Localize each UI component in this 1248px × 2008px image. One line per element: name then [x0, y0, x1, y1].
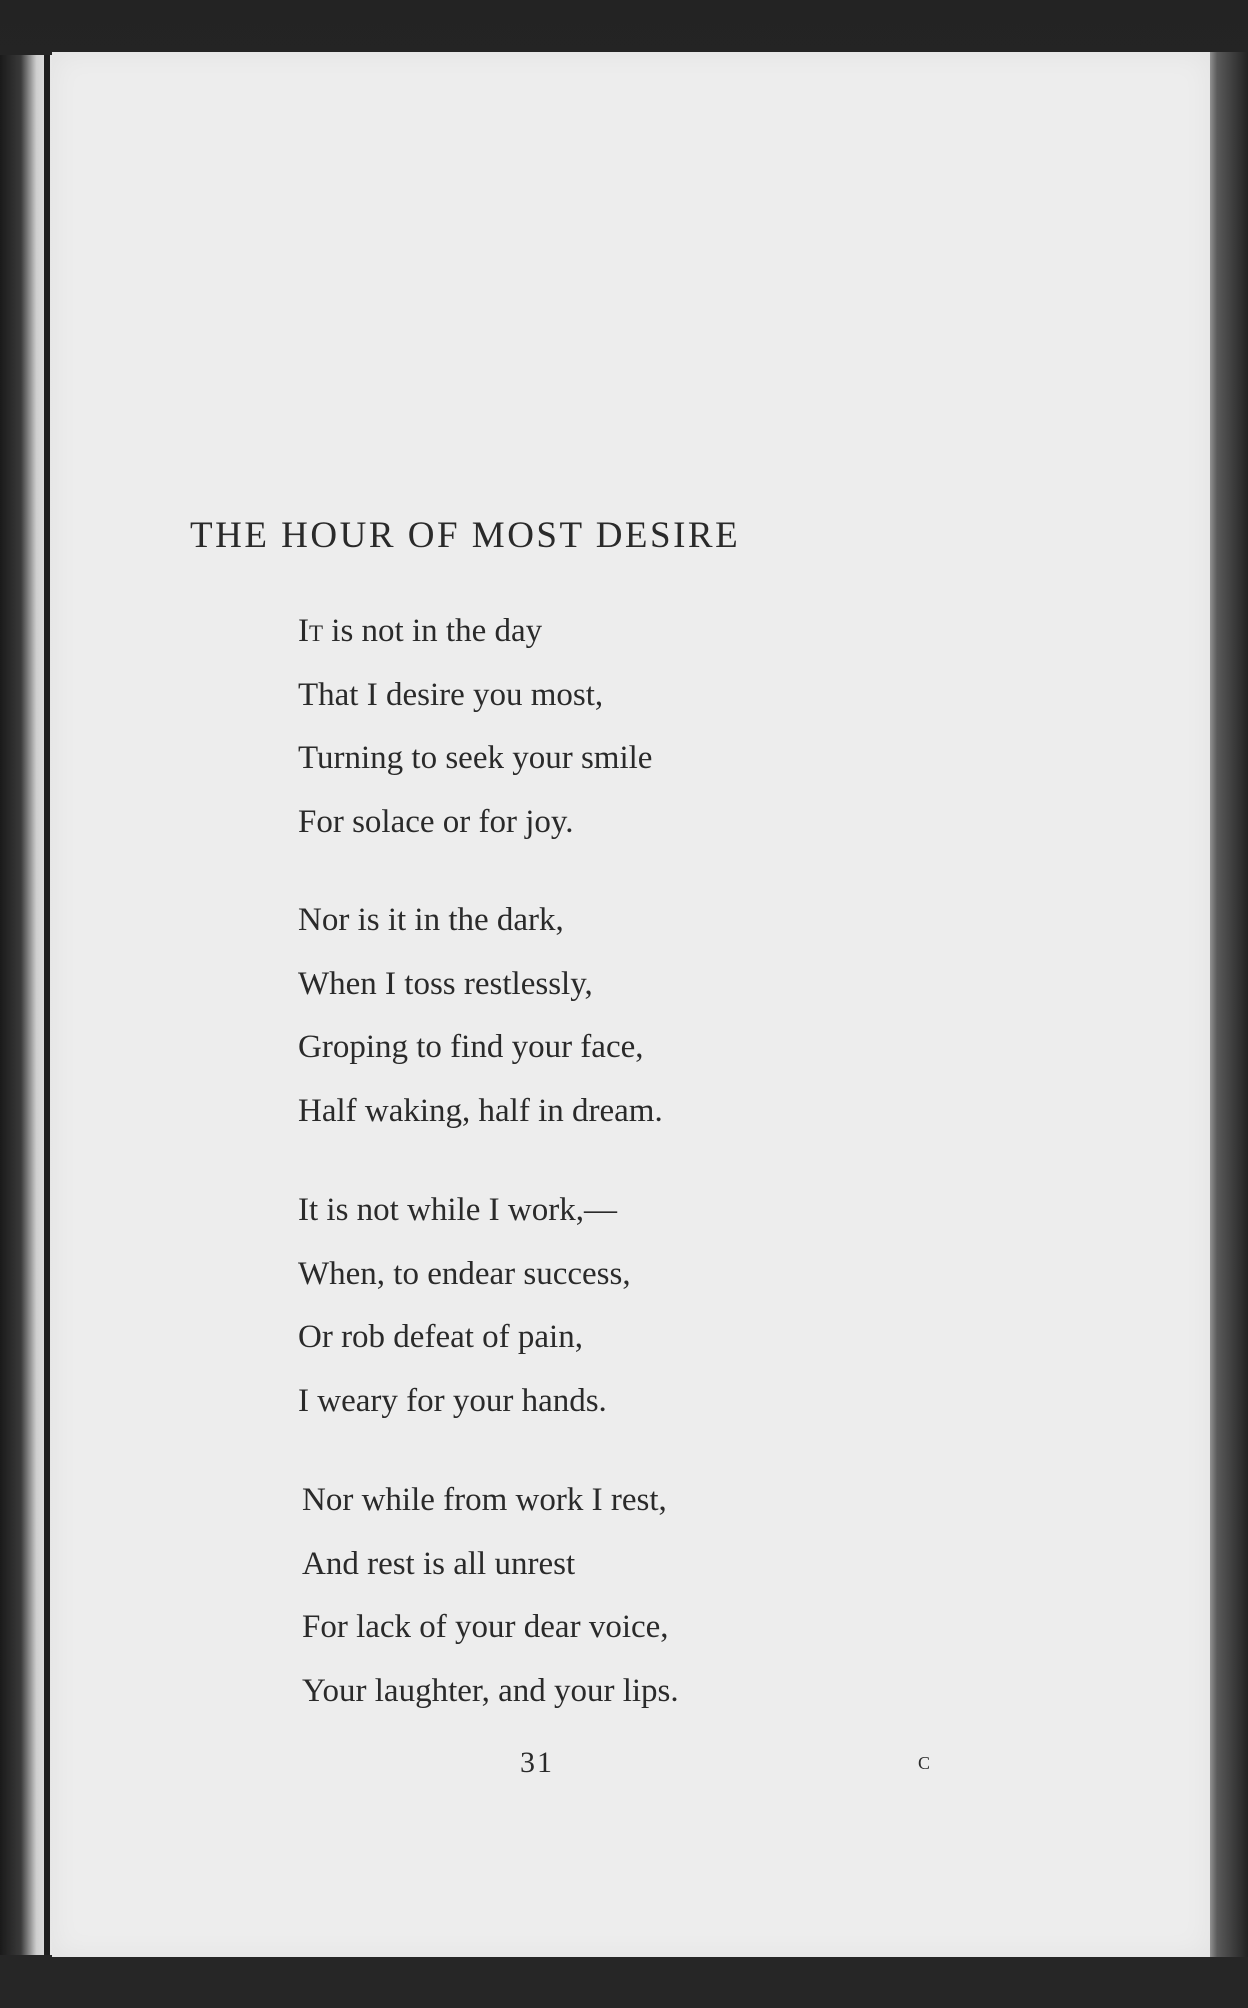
poem-line: Or rob defeat of pain,: [298, 1319, 583, 1355]
stanza-3: [298, 1179, 631, 1433]
drop-word: It: [298, 613, 324, 649]
binding-line: [44, 55, 50, 1955]
book-page: [52, 52, 1210, 1957]
poem-line: When I toss restlessly,: [298, 965, 593, 1002]
poem-line: Half waking, half in dream.: [298, 1092, 663, 1129]
poem-line: It is not while I work,—: [298, 1192, 617, 1228]
poem-title: THE HOUR OF MOST DESIRE: [190, 515, 741, 556]
stanza-4: [302, 1469, 679, 1723]
poem-line: When, to endear success,: [298, 1255, 631, 1292]
poem-line-text: is not in the day: [323, 613, 543, 649]
stanza-2: [298, 889, 663, 1143]
poem-line: For lack of your dear voice,: [302, 1609, 669, 1645]
poem-line: For solace or for joy.: [298, 803, 574, 840]
poem-line: Turning to seek your smile: [298, 740, 653, 776]
poem-line: Groping to find your face,: [298, 1029, 644, 1065]
poem-line: Nor while from work I rest,: [302, 1482, 667, 1518]
poem-line: I weary for your hands.: [298, 1382, 607, 1419]
poem-line: That I desire you most,: [298, 676, 604, 713]
poem-line: Your laughter, and your lips.: [302, 1672, 679, 1709]
page-right-edge: [1204, 52, 1248, 1957]
poem-line: Nor is it in the dark,: [298, 902, 564, 938]
stanza-1: [298, 600, 652, 854]
page-number: 31: [520, 1746, 554, 1779]
signature-mark: c: [918, 1746, 931, 1775]
poem-line: [298, 600, 652, 664]
poem-line: And rest is all unrest: [302, 1545, 576, 1582]
